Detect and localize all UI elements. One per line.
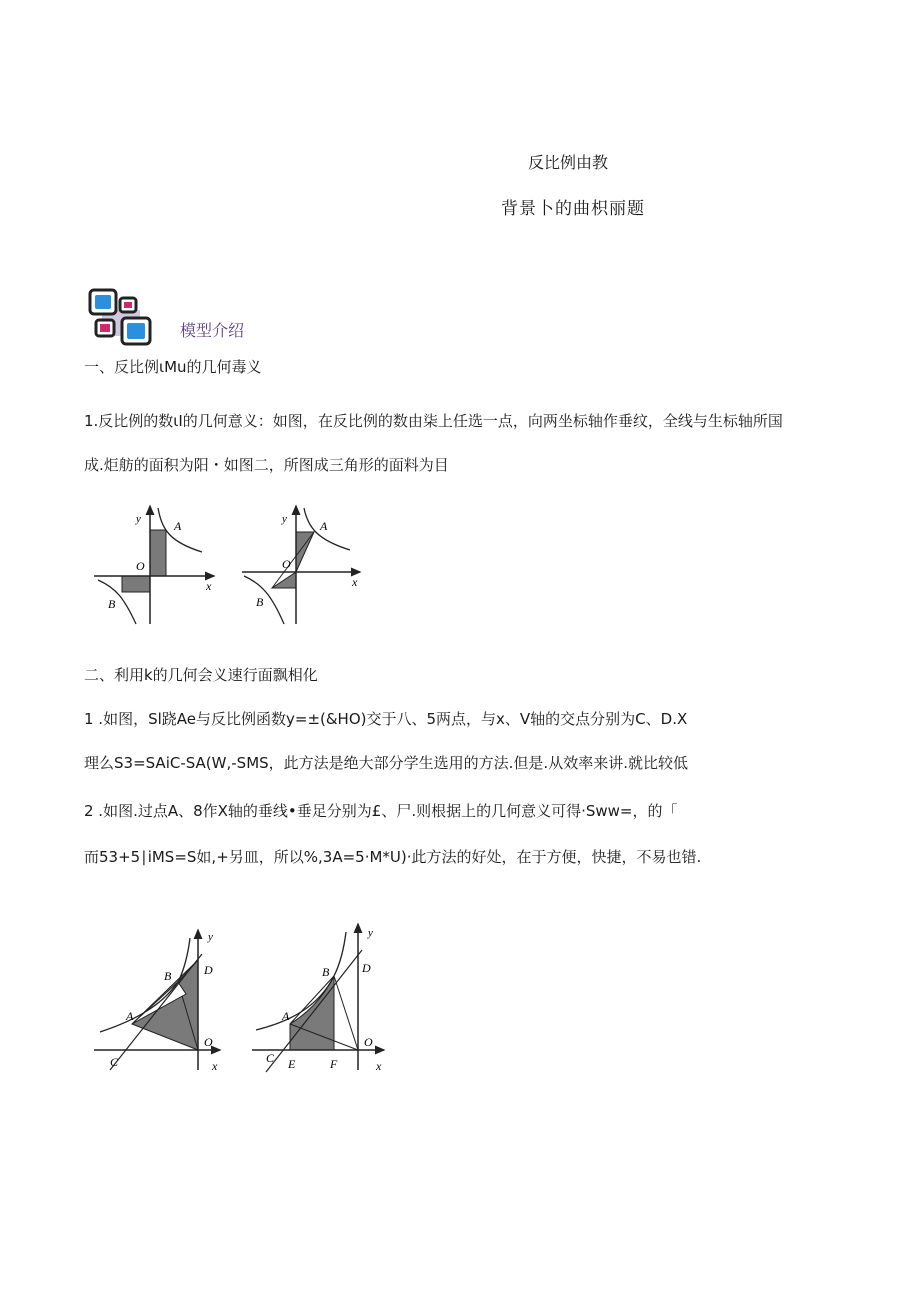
item1-line2: 理么S3=SAiC-SA(W,-SMS，此方法是绝大部分学生选用的方法.但是.从效率来讲.就比较低 <box>84 754 688 772</box>
line-cd <box>266 950 362 1072</box>
document-title: 反比例由教 <box>528 153 609 172</box>
label-a: A <box>126 1009 134 1023</box>
label-b: B <box>256 595 264 609</box>
label-f: F <box>330 1057 338 1071</box>
model-section-label: 模型介绍 <box>180 321 245 340</box>
section1-heading: 一、反比例ιMu的几何毒义 <box>84 358 262 376</box>
shaded-rectangle-b <box>122 576 150 592</box>
model-section-icon <box>88 288 154 348</box>
figure-rectangle-area <box>90 500 222 630</box>
label-a: A <box>282 1009 290 1023</box>
label-o: O <box>282 557 291 571</box>
document-subtitle: 背景卜的曲枳丽题 <box>501 199 645 219</box>
label-e: E <box>288 1057 296 1071</box>
curve-branch-b <box>244 576 284 624</box>
label-y: y <box>282 513 287 525</box>
label-d: D <box>362 961 371 975</box>
figure-triangle-area <box>238 500 368 630</box>
label-x: x <box>212 1059 218 1073</box>
label-x: x <box>376 1059 382 1073</box>
shaded-rectangle-a <box>150 530 166 576</box>
label-a: A <box>320 519 328 533</box>
label-o: O <box>204 1035 213 1049</box>
label-c: C <box>266 1051 275 1065</box>
item2-line2: 而53+5∣iMS=S如,+另皿，所以%,3A=5·M*U)·此方法的好处，在于方便，快捷，不易也错. <box>84 848 702 866</box>
label-d: D <box>204 963 213 977</box>
label-y: y <box>368 927 373 939</box>
item2-line1: 2 .如图.过点A、8作X轴的垂线•垂足分别为£、尸.则根据上的几何意义可得·Sww=，的「 <box>84 802 678 820</box>
label-b: B <box>322 965 330 979</box>
figure-projection-method <box>248 918 394 1074</box>
label-y: y <box>136 513 141 525</box>
label-o: O <box>364 1035 373 1049</box>
shaded-triangle-b <box>272 572 296 588</box>
label-o: O <box>136 559 145 573</box>
paragraph1-line1: 1.反比例的数ιI的几何意义：如图，在反比例的数由柒上任选一点，向两坐标轴作垂纹，全线与生标轴所国 <box>84 412 783 430</box>
label-b: B <box>164 969 172 983</box>
label-x: x <box>206 579 212 593</box>
label-x: x <box>352 575 358 589</box>
section2-heading: 二、利用k的几何会义速行面飘相化 <box>84 666 318 684</box>
item1-line1: 1 .如图，Sl跷Ae与反比例函数y=±(&HO)交于八、5两点，与x、V轴的交点分别为C、D.X <box>84 710 688 728</box>
paragraph1-line2: 成.炬舫的面积为阳・如图二，所图成三角形的面料为目 <box>84 456 449 474</box>
label-b: B <box>108 597 116 611</box>
label-a: A <box>174 519 182 533</box>
label-c: C <box>110 1055 119 1069</box>
figure-difference-method <box>90 924 230 1074</box>
line-ob <box>334 976 358 1050</box>
label-y: y <box>208 931 213 943</box>
